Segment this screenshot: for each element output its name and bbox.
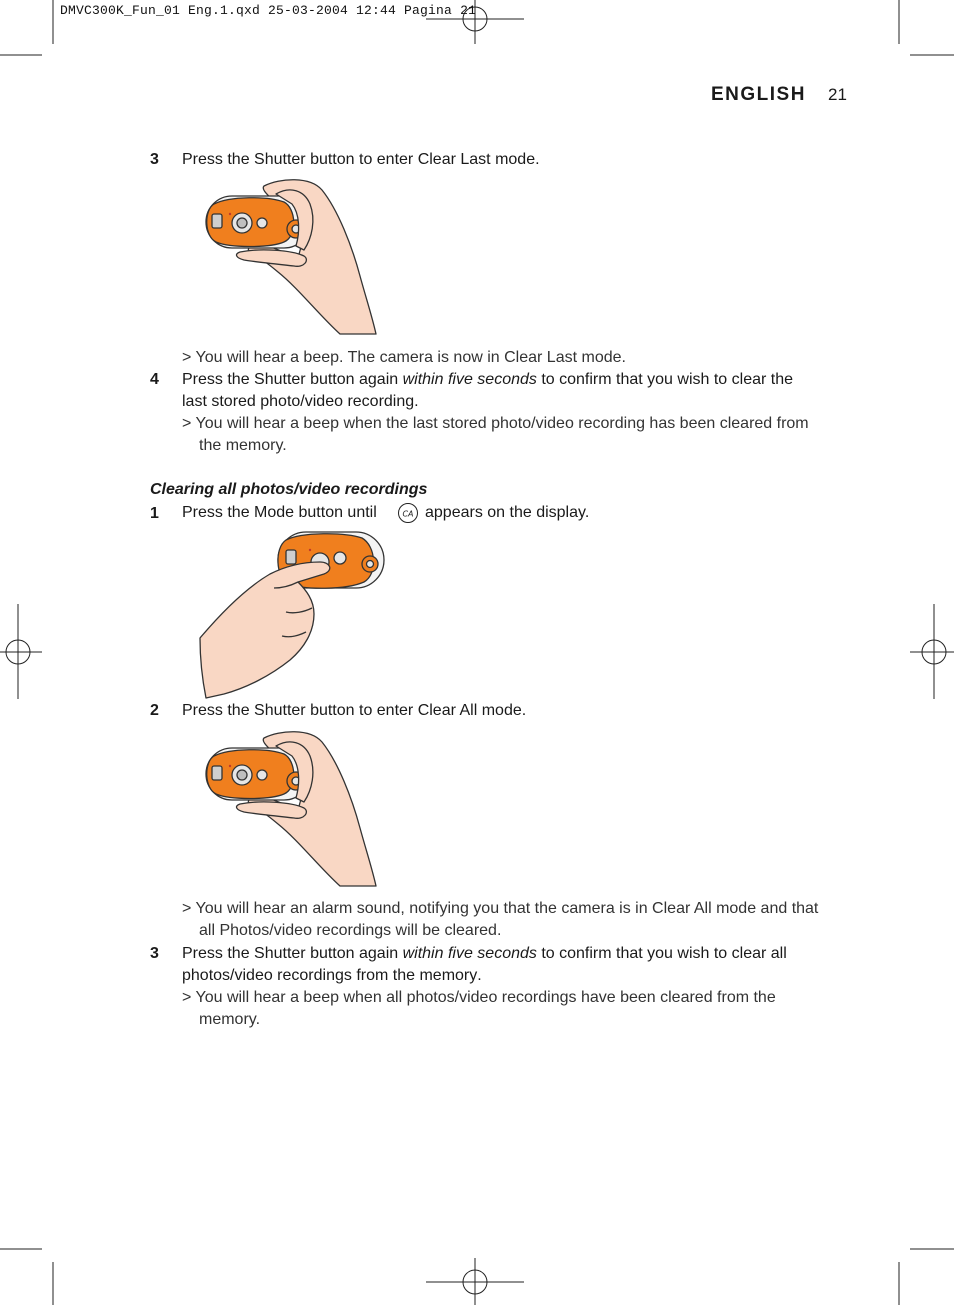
step-text: Press the Shutter button to enter Clear Last mode. bbox=[182, 151, 540, 168]
step-text-part: to confirm that you wish to clear all bbox=[536, 945, 787, 962]
file-slug: DMVC300K_Fun_01 Eng.1.qxd 25-03-2004 12:44 Pagina 21 bbox=[60, 3, 477, 18]
step-text bbox=[182, 369, 793, 391]
step-result-line2: memory. bbox=[199, 1011, 261, 1028]
step-text-part: Press the Shutter button again bbox=[182, 371, 403, 388]
step-result: > You will hear a beep when all photos/video recordings have been cleared from the bbox=[182, 989, 776, 1006]
step-text-line2: last stored photo/video recording. bbox=[182, 393, 419, 410]
section-heading: Clearing all photos/video recordings bbox=[150, 481, 428, 498]
header-language: ENGLISH bbox=[711, 84, 806, 105]
clear-all-icon-label: CA bbox=[402, 509, 414, 519]
step-number: 1 bbox=[150, 505, 159, 522]
header-page-number: 21 bbox=[828, 85, 847, 104]
hand-holding-camera-illustration bbox=[200, 728, 400, 888]
step-text-part: photos/video recordings from the memory bbox=[182, 967, 478, 984]
finger-pressing-camera-illustration bbox=[194, 528, 394, 698]
step-text-line2 bbox=[182, 965, 482, 987]
step-number: 3 bbox=[150, 151, 159, 168]
step-text-emphasis: within five seconds bbox=[402, 945, 537, 962]
step-text-emphasis: within five seconds bbox=[402, 371, 537, 388]
clear-all-icon bbox=[397, 502, 419, 524]
step-result-line2: all Photos/video recordings will be cleared. bbox=[199, 922, 502, 939]
step-text-continued: appears on the display. bbox=[425, 504, 590, 521]
step-result: > You will hear a beep when the last stored photo/video recording has been cleared from bbox=[182, 415, 809, 432]
step-result: > You will hear a beep. The camera is now in Clear Last mode. bbox=[182, 349, 626, 366]
step-result-line2: the memory. bbox=[199, 437, 287, 454]
step-result: > You will hear an alarm sound, notifying you that the camera is in Clear All mode and that bbox=[182, 900, 819, 917]
step-number: 4 bbox=[150, 371, 159, 388]
step-text: Press the Mode button until bbox=[182, 504, 377, 521]
step-number: 2 bbox=[150, 702, 159, 719]
step-text: Press the Shutter button to enter Clear All mode. bbox=[182, 702, 527, 719]
step-number: 3 bbox=[150, 945, 159, 962]
hand-holding-camera-illustration bbox=[200, 176, 400, 336]
step-text-period: . bbox=[477, 967, 482, 984]
step-text-part: Press the Shutter button again bbox=[182, 945, 403, 962]
step-text-part: to confirm that you wish to clear the bbox=[536, 371, 794, 388]
step-text bbox=[182, 943, 787, 965]
